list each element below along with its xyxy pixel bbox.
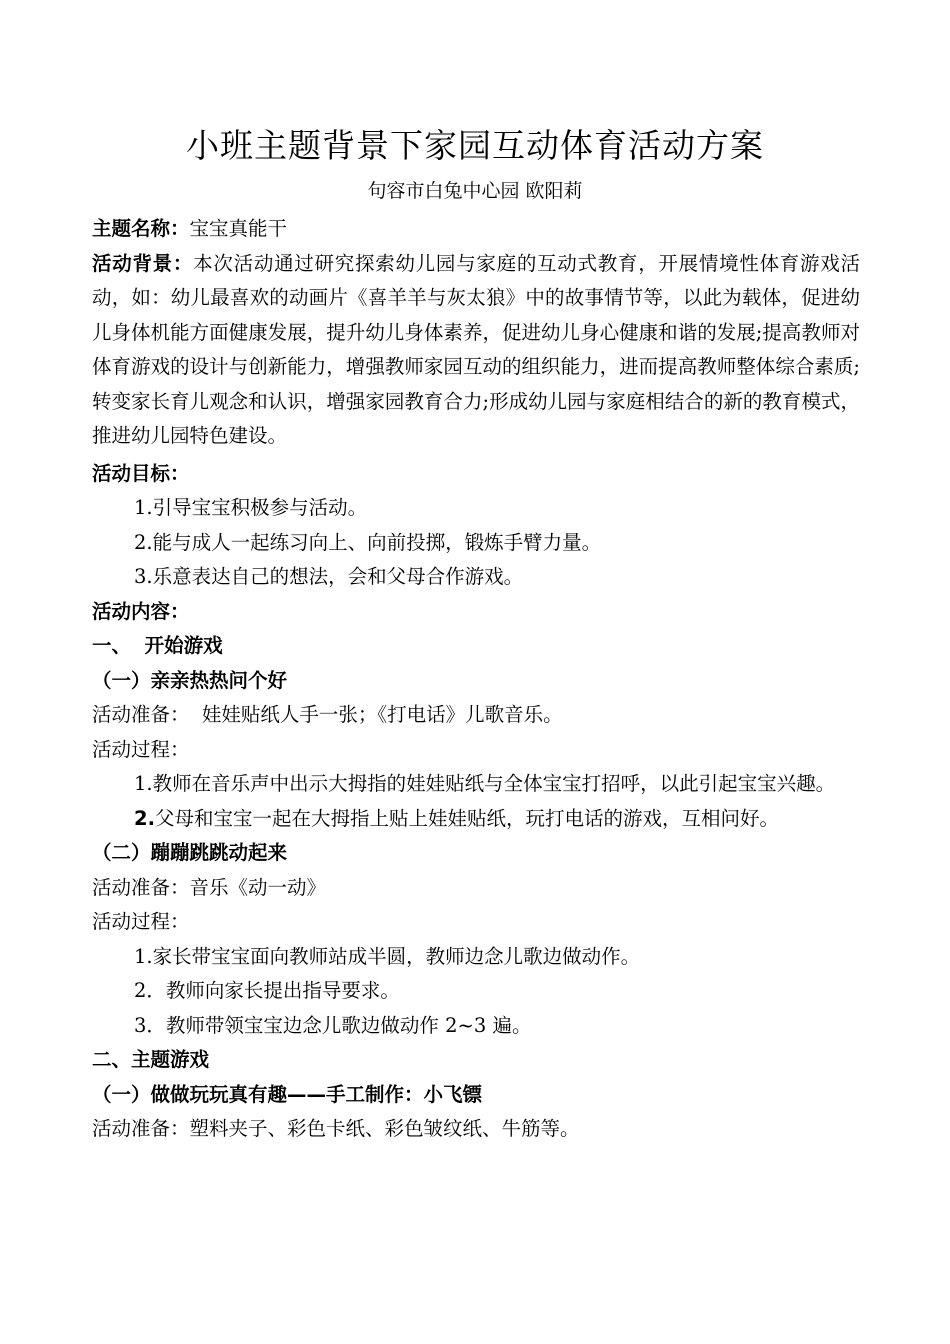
process-step xyxy=(92,802,860,837)
subsection-heading-2-1: （一）做做玩玩真有趣——手工制作：小飞镖 xyxy=(92,1082,483,1106)
goals-label: 活动目标： xyxy=(92,461,190,485)
theme-value: 宝宝真能干 xyxy=(189,217,288,240)
background-text: 本次活动通过研究探索幼儿园与家庭的互动式教育，开展情境性体育游戏活动，如：幼儿最喜欢的动画片《喜羊羊与灰太狼》中的故事情节等，以此为载体，促进幼儿身体机能方面健康发展，提升幼儿身体素养，促进幼儿身心健康和谐的发展;提高教师对体育游戏的设计与创新能力，增强教师家园互动的组织能力，进而提高教师整体综合素质;转变家长育儿观念和认识，增强家园教育合力;形成幼儿园与家庭相结合的新的教育模式，推进幼儿园特色建设。 xyxy=(92,251,860,447)
theme-line xyxy=(92,212,860,247)
process-step: 2．教师向家长提出指导要求。 xyxy=(134,979,400,1002)
section-heading-2: 二、主题游戏 xyxy=(92,1048,210,1071)
process-step: 1.教师在音乐声中出示大拇指的娃娃贴纸与全体宝宝打招呼，以此引起宝宝兴趣。 xyxy=(134,772,836,795)
activity-process-label-1-2: 活动过程： xyxy=(92,910,190,933)
goal-item: 1.引导宝宝积极参与活动。 xyxy=(134,496,368,519)
background-paragraph xyxy=(92,247,860,454)
subsection-heading-1-1: （一）亲亲热热问个好 xyxy=(92,668,288,692)
section-heading-1: 一、 开始游戏 xyxy=(92,634,223,657)
subsection-heading-1-2: （二）蹦蹦跳跳动起来 xyxy=(92,841,288,864)
activity-prep-1-1: 活动准备： 娃娃贴纸人手一张；《打电话》儿歌音乐。 xyxy=(92,703,563,726)
activity-prep-1-2: 活动准备：音乐《动一动》 xyxy=(92,875,327,899)
activity-process-label-1-1: 活动过程： xyxy=(92,737,190,761)
process-step: 3．教师带领宝宝边念儿歌边做动作 2~3 遍。 xyxy=(134,1013,532,1037)
process-step: 1.家长带宝宝面向教师站成半圆，教师边念儿歌边做动作。 xyxy=(134,944,641,968)
document-title: 小班主题背景下家园互动体育活动方案 xyxy=(186,126,764,165)
process-step-number: 2. xyxy=(134,806,155,830)
document-author: 句容市白兔中心园 欧阳莉 xyxy=(367,180,583,202)
document-body xyxy=(92,212,860,1147)
goal-item: 3.乐意表达自己的想法，会和父母合作游戏。 xyxy=(134,565,524,588)
process-step-text: 父母和宝宝一起在大拇指上贴上娃娃贴纸，玩打电话的游戏，互相问好。 xyxy=(154,806,779,830)
goal-item: 2.能与成人一起练习向上、向前投掷，锻炼手臂力量。 xyxy=(134,530,602,554)
activity-prep-2-1: 活动准备：塑料夹子、彩色卡纸、彩色皱纹纸、牛筋等。 xyxy=(92,1117,580,1140)
content-label: 活动内容： xyxy=(92,599,190,623)
background-label: 活动背景： xyxy=(92,251,194,275)
theme-label: 主题名称： xyxy=(92,217,190,240)
